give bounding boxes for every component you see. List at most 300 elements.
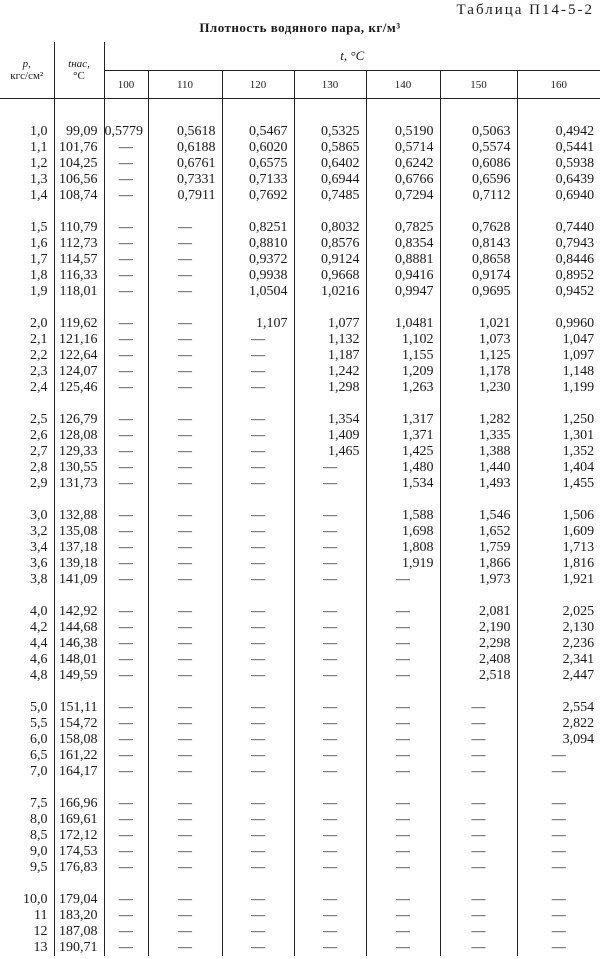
density-cell: — [148, 524, 222, 540]
density-cell: — [148, 236, 222, 252]
density-cell: 1,335 [440, 428, 517, 444]
density-cell: 1,455 [517, 476, 600, 492]
saturation-temp-cell: 128,08 [54, 428, 104, 444]
density-cell: — [148, 940, 222, 956]
density-cell: 2,518 [440, 668, 517, 684]
density-cell: — [294, 556, 366, 572]
pressure-cell: 7,5 [30, 796, 48, 811]
saturation-temp-cell: 142,92 [54, 604, 104, 620]
density-cell: 1,919 [366, 556, 440, 572]
pressure-cell: 5,5 [30, 716, 48, 731]
spacer-cell [366, 300, 440, 316]
header-temp-150: 150 [440, 71, 517, 99]
table-row [0, 604, 600, 620]
density-cell: — [440, 892, 517, 908]
density-cell: — [517, 764, 600, 780]
density-cell: 0,7112 [440, 188, 517, 204]
spacer-cell [104, 492, 148, 508]
spacer-cell [294, 204, 366, 220]
density-cell: — [104, 268, 148, 284]
density-cell: — [294, 620, 366, 636]
pressure-cell: 1,5 [30, 220, 48, 235]
density-cell: — [366, 652, 440, 668]
spacer-cell [104, 684, 148, 700]
table-row [0, 268, 600, 284]
density-cell: — [366, 844, 440, 860]
density-cell: — [294, 700, 366, 716]
density-cell: 0,9947 [366, 284, 440, 300]
density-cell: — [148, 252, 222, 268]
density-cell: 1,698 [366, 524, 440, 540]
saturation-temp-cell: 179,04 [54, 892, 104, 908]
density-cell: — [104, 748, 148, 764]
density-cell: — [366, 812, 440, 828]
density-cell: — [104, 716, 148, 732]
density-cell: 1,047 [517, 332, 600, 348]
density-cell: 1,187 [294, 348, 366, 364]
density-cell: 1,816 [517, 556, 600, 572]
spacer-cell [366, 99, 440, 125]
spacer-cell [366, 780, 440, 796]
density-cell: — [366, 700, 440, 716]
pressure-cell: 4,6 [30, 652, 48, 667]
density-cell: — [440, 812, 517, 828]
density-cell: — [148, 220, 222, 236]
spacer-cell [148, 99, 222, 125]
density-cell: 0,8446 [517, 252, 600, 268]
spacer-cell [148, 588, 222, 604]
density-cell: 1,132 [294, 332, 366, 348]
pressure-cell: 1,8 [30, 268, 48, 283]
pressure-cell: 3,2 [30, 524, 48, 539]
spacer-cell [54, 780, 104, 796]
table-row [0, 284, 600, 300]
density-cell: 0,6940 [517, 188, 600, 204]
saturation-temp-cell: 149,59 [54, 668, 104, 684]
density-cell: — [222, 796, 294, 812]
density-cell: 1,354 [294, 412, 366, 428]
density-cell: — [440, 716, 517, 732]
saturation-temp-cell: 183,20 [54, 908, 104, 924]
density-cell: — [148, 268, 222, 284]
pressure-cell: 3,8 [30, 572, 48, 587]
density-cell: — [104, 812, 148, 828]
spacer-cell [54, 684, 104, 700]
saturation-temp-cell: 125,46 [54, 380, 104, 396]
density-cell: — [440, 748, 517, 764]
table-row [0, 156, 600, 172]
density-cell: 2,236 [517, 636, 600, 652]
density-cell: — [294, 908, 366, 924]
spacer-cell [104, 99, 148, 125]
density-cell: 0,4942 [517, 124, 600, 140]
density-cell: — [294, 540, 366, 556]
density-cell: — [222, 668, 294, 684]
group-spacer [0, 780, 600, 796]
spacer-cell [104, 300, 148, 316]
pressure-cell: 2,1 [30, 332, 48, 347]
density-cell: — [104, 252, 148, 268]
spacer-cell [104, 204, 148, 220]
density-cell: — [294, 716, 366, 732]
table-row [0, 828, 600, 844]
density-cell: — [222, 364, 294, 380]
saturation-temp-cell: 101,76 [54, 140, 104, 156]
table-row [0, 364, 600, 380]
spacer-cell [0, 300, 54, 316]
density-cell: — [294, 924, 366, 940]
density-cell: — [440, 908, 517, 924]
density-cell: 0,5938 [517, 156, 600, 172]
density-cell: 0,5714 [366, 140, 440, 156]
density-cell: 0,5779 [104, 124, 148, 140]
density-cell: 1,209 [366, 364, 440, 380]
saturation-temp-cell: 148,01 [54, 652, 104, 668]
table-row [0, 892, 600, 908]
density-cell: 1,588 [366, 508, 440, 524]
table-row [0, 652, 600, 668]
spacer-cell [0, 780, 54, 796]
density-cell: — [148, 748, 222, 764]
pressure-cell: 7,0 [30, 764, 48, 779]
density-cell: 0,6242 [366, 156, 440, 172]
density-cell: 1,021 [440, 316, 517, 332]
density-cell: — [517, 892, 600, 908]
density-cell: 0,8952 [517, 268, 600, 284]
density-cell: 0,7485 [294, 188, 366, 204]
density-cell: — [294, 508, 366, 524]
saturation-temp-cell: 139,18 [54, 556, 104, 572]
density-cell: — [294, 892, 366, 908]
density-cell: — [104, 940, 148, 956]
density-cell: — [222, 348, 294, 364]
density-cell: — [104, 620, 148, 636]
table-row [0, 844, 600, 860]
header-saturation-temp [54, 42, 104, 99]
saturation-temp-cell: 132,88 [54, 508, 104, 524]
density-cell: — [294, 604, 366, 620]
density-cell: 0,8143 [440, 236, 517, 252]
spacer-cell [440, 204, 517, 220]
spacer-cell [104, 876, 148, 892]
density-cell: 0,6766 [366, 172, 440, 188]
saturation-temp-cell: 106,56 [54, 172, 104, 188]
saturation-temp-cell: 129,33 [54, 444, 104, 460]
density-cell: — [366, 620, 440, 636]
density-cell: — [148, 460, 222, 476]
pressure-cell: 6,5 [30, 748, 48, 763]
header-pressure-symbol: p, [22, 58, 31, 70]
density-cell: 1,199 [517, 380, 600, 396]
density-cell: — [148, 428, 222, 444]
spacer-cell [222, 492, 294, 508]
spacer-cell [148, 204, 222, 220]
density-cell: 1,148 [517, 364, 600, 380]
density-cell: 1,404 [517, 460, 600, 476]
spacer-cell [517, 396, 600, 412]
density-cell: — [294, 748, 366, 764]
density-cell: — [104, 732, 148, 748]
density-cell: — [104, 140, 148, 156]
density-cell: — [517, 748, 600, 764]
pressure-cell: 2,8 [30, 460, 48, 475]
spacer-cell [366, 876, 440, 892]
density-cell: — [294, 828, 366, 844]
table-row [0, 220, 600, 236]
density-cell: — [440, 796, 517, 812]
saturation-temp-cell: 144,68 [54, 620, 104, 636]
density-cell: — [104, 796, 148, 812]
spacer-cell [294, 396, 366, 412]
density-cell: — [294, 812, 366, 828]
pressure-cell: 8,0 [30, 812, 48, 827]
density-cell: 1,371 [366, 428, 440, 444]
density-cell: — [366, 940, 440, 956]
table-row [0, 908, 600, 924]
spacer-cell [517, 780, 600, 796]
table-row [0, 508, 600, 524]
density-cell: — [222, 940, 294, 956]
spacer-cell [54, 876, 104, 892]
saturation-temp-cell: 151,11 [54, 700, 104, 716]
spacer-cell [222, 99, 294, 125]
density-cell: — [294, 940, 366, 956]
density-cell: 0,5063 [440, 124, 517, 140]
density-cell: — [104, 188, 148, 204]
density-cell: — [222, 700, 294, 716]
group-spacer [0, 300, 600, 316]
density-cell: 1,242 [294, 364, 366, 380]
density-cell: — [517, 796, 600, 812]
density-cell: — [148, 476, 222, 492]
density-cell: — [222, 380, 294, 396]
saturation-temp-cell: 114,57 [54, 252, 104, 268]
density-cell: 0,6596 [440, 172, 517, 188]
spacer-cell [366, 396, 440, 412]
pressure-cell: 2,3 [30, 364, 48, 379]
density-cell: — [104, 524, 148, 540]
density-cell: — [222, 748, 294, 764]
density-cell: — [440, 924, 517, 940]
saturation-temp-cell: 119,62 [54, 316, 104, 332]
spacer-cell [440, 99, 517, 125]
header-tnas-unit: °C [73, 70, 85, 82]
header-temperature-group: t, °C [104, 42, 600, 71]
density-cell: — [148, 572, 222, 588]
density-cell: 1,480 [366, 460, 440, 476]
density-cell: 0,8658 [440, 252, 517, 268]
pressure-cell: 2,4 [30, 380, 48, 395]
density-cell: — [222, 812, 294, 828]
density-cell: — [148, 716, 222, 732]
density-cell: — [148, 892, 222, 908]
density-cell: — [294, 764, 366, 780]
density-cell: — [517, 924, 600, 940]
density-cell: — [104, 220, 148, 236]
saturation-temp-cell: 166,96 [54, 796, 104, 812]
density-cell: — [148, 348, 222, 364]
density-cell: 3,094 [517, 732, 600, 748]
density-cell: — [440, 764, 517, 780]
density-cell: 1,388 [440, 444, 517, 460]
density-cell: 0,9416 [366, 268, 440, 284]
pressure-cell: 13 [33, 940, 48, 955]
density-cell: — [148, 828, 222, 844]
density-cell: — [517, 860, 600, 876]
density-cell: 1,973 [440, 572, 517, 588]
density-cell: — [366, 604, 440, 620]
header-temp-130: 130 [294, 71, 366, 99]
pressure-cell: 2,6 [30, 428, 48, 443]
pressure-cell: 3,6 [30, 556, 48, 571]
spacer-cell [366, 204, 440, 220]
density-cell: 1,301 [517, 428, 600, 444]
table-row [0, 540, 600, 556]
spacer-cell [517, 588, 600, 604]
header-pressure-unit: кгс/см² [10, 70, 44, 82]
page-title: Плотность водяного пара, кг/м³ [199, 20, 401, 35]
density-cell: — [148, 908, 222, 924]
table-row [0, 172, 600, 188]
density-cell: — [104, 284, 148, 300]
density-cell: 0,9960 [517, 316, 600, 332]
density-cell: 0,7628 [440, 220, 517, 236]
pressure-cell: 11 [34, 908, 48, 923]
pressure-cell: 4,4 [30, 636, 48, 651]
density-cell: 2,554 [517, 700, 600, 716]
table-row [0, 940, 600, 956]
table-row [0, 860, 600, 876]
saturation-temp-cell: 174,53 [54, 844, 104, 860]
pressure-cell: 2,9 [30, 476, 48, 491]
density-cell: — [148, 316, 222, 332]
spacer-cell [148, 684, 222, 700]
pressure-cell: 1,9 [30, 284, 48, 299]
spacer-cell [148, 492, 222, 508]
table-row [0, 700, 600, 716]
spacer-cell [104, 396, 148, 412]
spacer-cell [440, 300, 517, 316]
group-spacer [0, 99, 600, 125]
table-row [0, 236, 600, 252]
density-cell: — [104, 460, 148, 476]
table-row [0, 668, 600, 684]
density-cell: — [366, 892, 440, 908]
density-cell: 1,155 [366, 348, 440, 364]
spacer-cell [148, 300, 222, 316]
pressure-cell: 1,0 [30, 124, 48, 139]
density-cell: — [104, 636, 148, 652]
density-cell: — [148, 332, 222, 348]
density-cell: 2,341 [517, 652, 600, 668]
density-cell: 1,465 [294, 444, 366, 460]
density-cell: — [294, 572, 366, 588]
saturation-temp-cell: 176,83 [54, 860, 104, 876]
density-cell: — [222, 764, 294, 780]
table-row [0, 716, 600, 732]
table-row [0, 252, 600, 268]
density-cell: — [104, 364, 148, 380]
spacer-cell [294, 876, 366, 892]
density-cell: — [104, 476, 148, 492]
saturation-temp-cell: 137,18 [54, 540, 104, 556]
saturation-temp-cell: 190,71 [54, 940, 104, 956]
density-cell: — [148, 652, 222, 668]
density-cell: — [222, 652, 294, 668]
spacer-cell [222, 204, 294, 220]
density-cell: 0,7440 [517, 220, 600, 236]
density-cell: 1,352 [517, 444, 600, 460]
saturation-temp-cell: 146,38 [54, 636, 104, 652]
pressure-cell: 4,2 [30, 620, 48, 635]
spacer-cell [294, 588, 366, 604]
pressure-cell: 6,0 [30, 732, 48, 747]
density-cell: 1,652 [440, 524, 517, 540]
density-cell: — [294, 796, 366, 812]
density-cell: 0,5467 [222, 124, 294, 140]
density-cell: 1,425 [366, 444, 440, 460]
table-row [0, 748, 600, 764]
spacer-cell [54, 588, 104, 604]
density-cell: 1,921 [517, 572, 600, 588]
density-cell: — [294, 860, 366, 876]
table-row [0, 188, 600, 204]
density-cell: 1,298 [294, 380, 366, 396]
density-cell: — [366, 636, 440, 652]
density-cell: — [440, 700, 517, 716]
density-cell: — [148, 556, 222, 572]
table-row [0, 380, 600, 396]
density-cell: 1,125 [440, 348, 517, 364]
density-cell: — [148, 364, 222, 380]
density-cell: 1,073 [440, 332, 517, 348]
spacer-cell [222, 588, 294, 604]
density-cell: 0,8251 [222, 220, 294, 236]
density-cell: 1,250 [517, 412, 600, 428]
density-cell: 0,5190 [366, 124, 440, 140]
density-cell: 1,102 [366, 332, 440, 348]
group-spacer [0, 396, 600, 412]
table-row [0, 316, 600, 332]
density-cell: 0,6575 [222, 156, 294, 172]
table-row [0, 524, 600, 540]
density-cell: 0,6020 [222, 140, 294, 156]
table-row [0, 732, 600, 748]
density-cell: 1,808 [366, 540, 440, 556]
density-cell: — [517, 844, 600, 860]
density-cell: — [222, 604, 294, 620]
pressure-cell: 9,0 [30, 844, 48, 859]
spacer-cell [222, 300, 294, 316]
density-cell: 0,6402 [294, 156, 366, 172]
density-cell: — [104, 924, 148, 940]
density-cell: — [222, 924, 294, 940]
pressure-cell: 12 [33, 924, 48, 939]
density-cell: 1,263 [366, 380, 440, 396]
density-cell: — [366, 668, 440, 684]
density-cell: — [148, 796, 222, 812]
density-cell: — [148, 924, 222, 940]
spacer-cell [104, 588, 148, 604]
density-cell: — [294, 636, 366, 652]
table-row [0, 764, 600, 780]
saturation-temp-cell: 158,08 [54, 732, 104, 748]
saturation-temp-cell: 172,12 [54, 828, 104, 844]
saturation-temp-cell: 141,09 [54, 572, 104, 588]
density-cell: 0,7692 [222, 188, 294, 204]
pressure-cell: 1,6 [30, 236, 48, 251]
spacer-cell [148, 876, 222, 892]
